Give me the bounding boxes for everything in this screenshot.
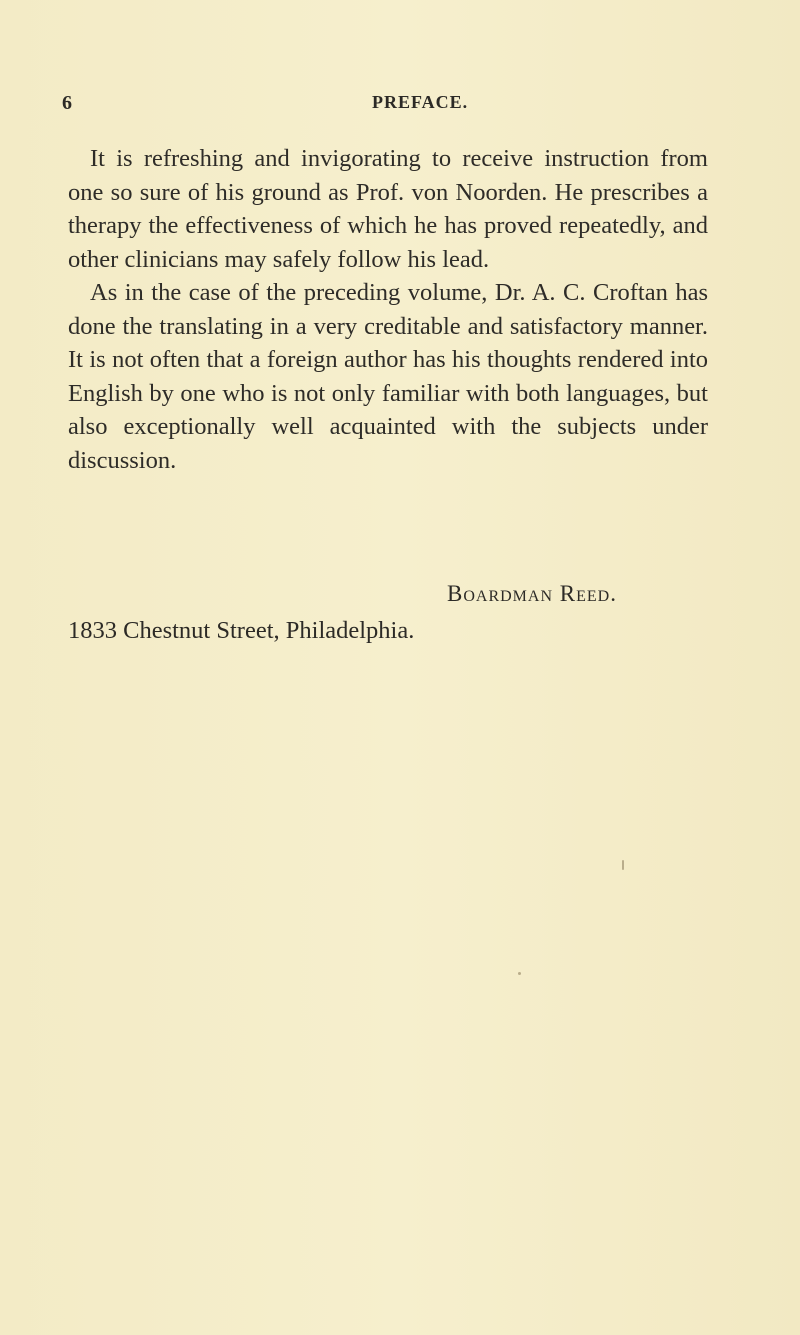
running-head <box>62 92 722 122</box>
paragraph-2: As in the case of the preceding volume, Dr. A. C. Croftan has done the translating in a very creditable and satisfactory manner. It is not often that a foreign author has his thoughts rendered into English by one who is not only familiar with both languages, but also exceptionally well acquainted with the subjects under discussion. <box>68 279 708 474</box>
running-title: PREFACE. <box>372 92 469 112</box>
address-line: 1833 Chestnut Street, Philadelphia. <box>68 617 415 644</box>
paper-speck <box>622 860 624 870</box>
signature: Boardman Reed. <box>447 581 617 606</box>
preface-body <box>68 142 708 477</box>
page-number: 6 <box>62 92 73 114</box>
paper-speck <box>518 972 521 975</box>
paragraph-1: It is refreshing and invigorating to receive instruction from one so sure of his ground as Prof. von Noorden. He prescribes a therapy the effectiveness of which he has proved repeatedly, and other clinicians may safely follow his lead. <box>68 145 708 273</box>
